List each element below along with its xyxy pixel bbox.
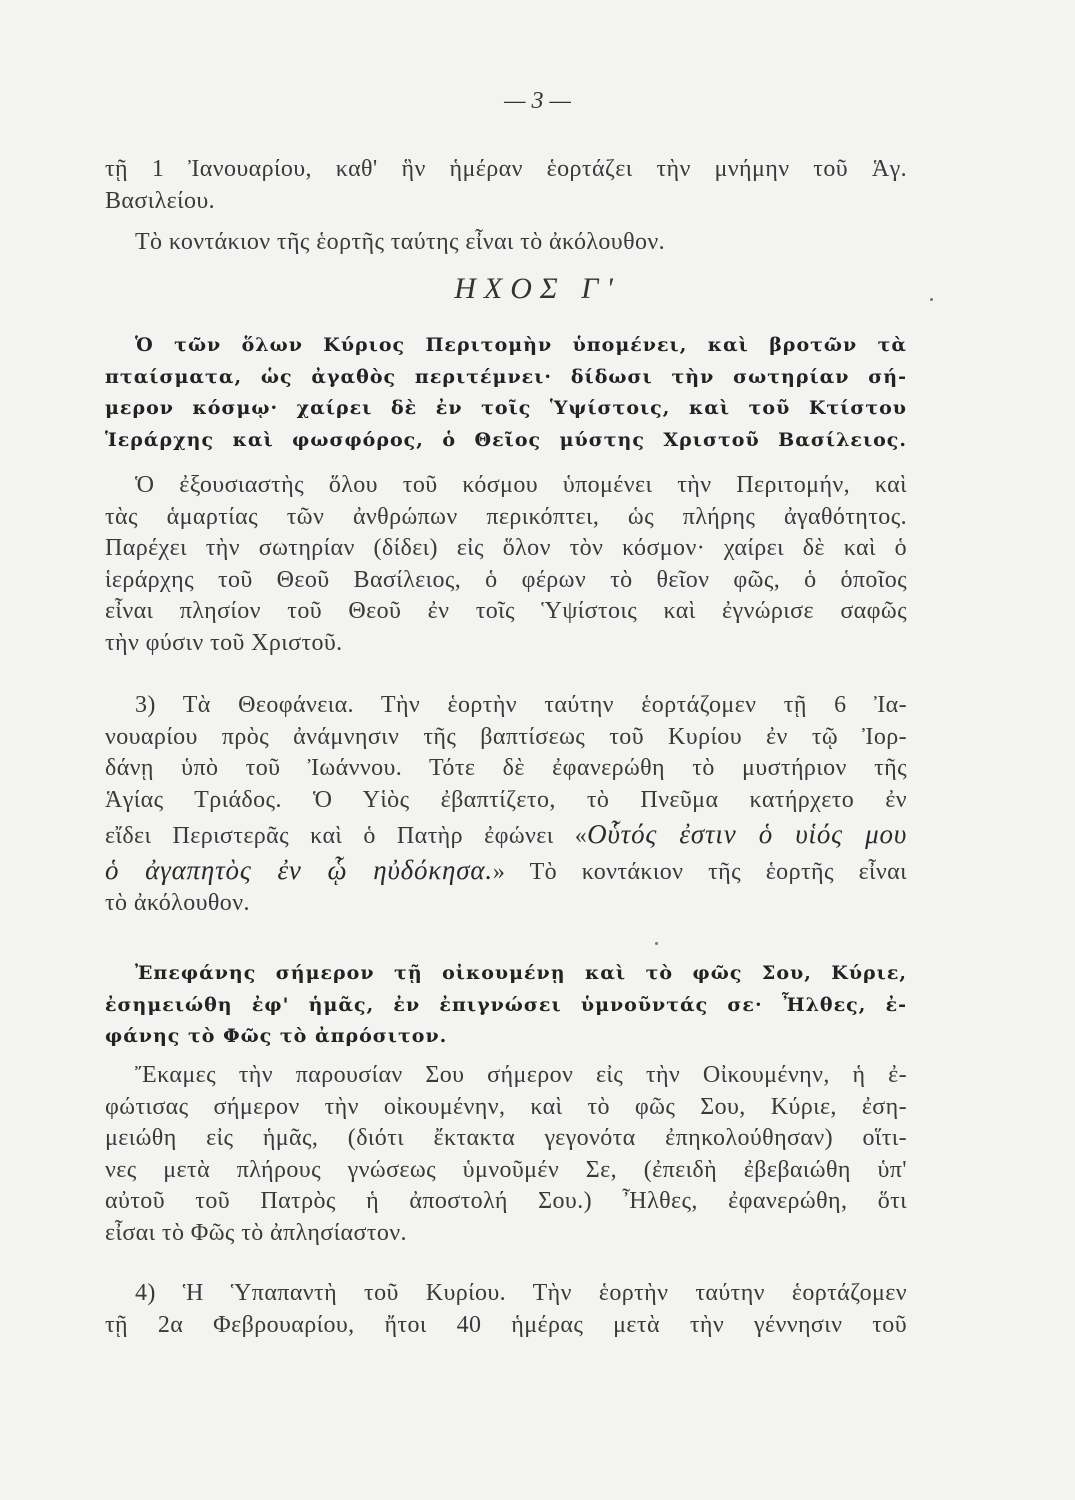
text-line: 3) Τὰ Θεοφάνεια. Τὴν ἑορτὴν ταύτην ἑορτάζομεν τῇ 6 Ἰα-: [135, 692, 907, 718]
theophania-paragraph: [105, 690, 907, 920]
text-line: εἶναι πλησίον τοῦ Θεοῦ ἐν τοῖς Ὑψίστοις καὶ ἐγνώρισε σαφῶς: [105, 598, 907, 625]
section-heading: ΗΧΟΣ Γ': [454, 272, 621, 305]
text-line: τὴν φύσιν τοῦ Χριστοῦ.: [105, 629, 343, 656]
kontakion-text: [105, 330, 907, 456]
text-line: τῇ 2α Φεβρουαρίου, ἤτοι 40 ἡμέρας μετὰ τὴν γέννησιν τοῦ: [105, 1311, 907, 1338]
text-line: Ὁ ἐξουσιαστὴς ὅλου τοῦ κόσμου ὑπομένει τὴν Περιτομήν, καὶ: [135, 472, 907, 498]
hypapante-paragraph: [105, 1278, 907, 1341]
text-line: εἶσαι τὸ Φῶς τὸ ἀπλησίαστον.: [105, 1219, 407, 1246]
scripture-quote: ὁ ἀγαπητὸς ἐν ᾧ ηὐδόκησα.: [105, 855, 493, 886]
text-line: 4) Ἡ Ὑπαπαντὴ τοῦ Κυρίου. Τὴν ἑορτὴν ταύτην ἑορτάζομεν: [135, 1280, 907, 1306]
text-line: νουαρίου πρὸς ἀνάμνησιν τῆς βαπτίσεως τοῦ Κυρίου ἐν τῷ Ἰορ-: [105, 723, 907, 750]
text-line: φώτισας σήμερον τὴν οἰκουμένην, καὶ τὸ φῶς Σου, Κύριε, ἐση-: [105, 1093, 907, 1120]
text-line: μερον κόσμῳ· χαίρει δὲ ἐν τοῖς Ὑψίστοις, καὶ τοῦ Κτίστου: [105, 397, 907, 420]
page-number: — 3 —: [504, 88, 571, 114]
text-line: Ὁ τῶν ὅλων Κύριος Περιτομὴν ὑπομένει, καὶ βροτῶν τὰ: [135, 334, 907, 356]
text-line: φάνης τὸ Φῶς τὸ ἀπρόσιτον.: [105, 1025, 448, 1048]
text-line: τὸ ἀκόλουθον.: [105, 890, 250, 917]
theophania-translation: [105, 1060, 907, 1250]
text-line: Τὸ κοντάκιον τῆς ἑορτῆς ταύτης εἶναι τὸ ἀκόλουθον.: [135, 229, 666, 256]
text-line: [105, 816, 907, 852]
text-line: Ἁγίας Τριάδος. Ὁ Υἱὸς ἐβαπτίζετο, τὸ Πνεῦμα κατήρχετο ἐν: [105, 786, 907, 813]
text-line: πταίσματα, ὡς ἀγαθὸς περιτέμνει· δίδωσι τὴν σωτηρίαν σή-: [105, 365, 907, 388]
scan-speck: [655, 942, 658, 945]
theophania-kontakion: [105, 958, 907, 1053]
text-segment: εἴδει Περιστερᾶς καὶ ὁ Πατὴρ ἐφώνει «: [105, 823, 588, 850]
text-line: αὐτοῦ τοῦ Πατρὸς ἡ ἀποστολή Σου.) Ἦλθες, ἐφανερώθη, ὅτι: [105, 1188, 907, 1215]
text-line: τὰς ἁμαρτίας τῶν ἀνθρώπων περικόπτει, ὡς πλήρης ἀγαθότητος.: [105, 503, 907, 530]
text-line: νες μετὰ πλήρους γνώσεως ὑμνοῦμέν Σε, (ἐπειδὴ ἐβεβαιώθη ὑπ': [105, 1156, 907, 1183]
kontakion-translation: [105, 470, 907, 660]
text-segment: » Τὸ κοντάκιον τῆς ἑορτῆς εἶναι: [492, 859, 907, 886]
text-line: Βασιλείου.: [105, 187, 216, 214]
intro-paragraph: [105, 154, 907, 259]
text-line: δάνῃ ὑπὸ τοῦ Ἰωάννου. Τότε δὲ ἐφανερώθη τὸ μυστήριον τῆς: [105, 755, 907, 782]
text-line: Ἔκαμες τὴν παρουσίαν Σου σήμερον εἰς τὴν Οἰκουμένην, ἡ ἐ-: [135, 1062, 907, 1088]
scripture-quote: Οὗτός ἐστιν ὁ υἱός μου: [587, 819, 908, 850]
scan-speck: [930, 298, 933, 301]
text-line: Παρέχει τὴν σωτηρίαν (δίδει) εἰς ὅλον τὸν κόσμον· χαίρει δὲ καὶ ὁ: [105, 535, 907, 562]
text-line: Ἱεράρχης καὶ φωσφόρος, ὁ Θεῖος μύστης Χριστοῦ Βασίλειος.: [105, 428, 907, 451]
text-line: Ἐπεφάνης σήμερον τῇ οἰκουμένῃ καὶ τὸ φῶς Σου, Κύριε,: [135, 962, 907, 984]
text-line: μειώθη εἰς ἡμᾶς, (διότι ἔκτακτα γεγονότα ἐπηκολούθησαν) οἵτι-: [105, 1125, 907, 1152]
text-line: ἐσημειώθη ἐφ' ἡμᾶς, ἐν ἐπιγνώσει ὑμνοῦντάς σε· Ἦλθες, ἐ-: [105, 993, 907, 1016]
text-line: [105, 852, 907, 888]
text-line: τῇ 1 Ἰανουαρίου, καθ' ἣν ἡμέραν ἑορτάζει τὴν μνήμην τοῦ Ἁγ.: [105, 156, 907, 182]
text-line: ἱεράρχης τοῦ Θεοῦ Βασίλειος, ὁ φέρων τὸ θεῖον φῶς, ὁ ὁποῖος: [105, 566, 907, 593]
